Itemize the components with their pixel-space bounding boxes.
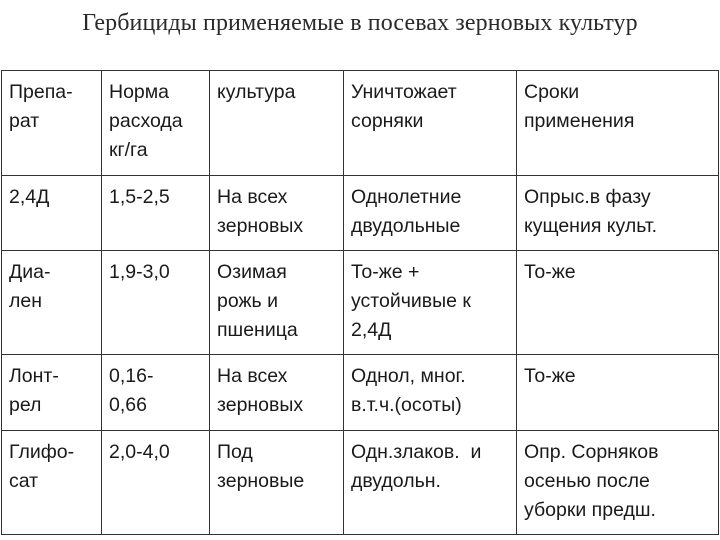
cell-timing: То-же bbox=[517, 355, 719, 431]
cell-rate: 1,5-2,5 bbox=[102, 176, 210, 251]
cell-preparation: 2,4Д bbox=[2, 176, 102, 251]
header-cell-crop: культура bbox=[210, 71, 344, 176]
cell-rate: 1,9-3,0 bbox=[102, 251, 210, 355]
header-cell-rate: Норма расхода кг/га bbox=[102, 71, 210, 176]
cell-crop: На всех зерновых bbox=[210, 355, 344, 431]
cell-timing: Опрыс.в фазу кущения культ. bbox=[517, 176, 719, 251]
cell-preparation: Лонт- рел bbox=[2, 355, 102, 431]
cell-timing: То-же bbox=[517, 251, 719, 355]
cell-rate: 0,16- 0,66 bbox=[102, 355, 210, 431]
cell-preparation: Диа- лен bbox=[2, 251, 102, 355]
table-header-row bbox=[2, 71, 719, 176]
table-row bbox=[2, 355, 719, 431]
header-cell-preparation: Препа- рат bbox=[2, 71, 102, 176]
table-row bbox=[2, 251, 719, 355]
cell-preparation: Глифо- сат bbox=[2, 431, 102, 535]
header-cell-timing: Сроки применения bbox=[517, 71, 719, 176]
header-cell-weeds: Уничтожает сорняки bbox=[344, 71, 517, 176]
cell-weeds: Однолетние двудольные bbox=[344, 176, 517, 251]
cell-timing: Опр. Сорняков осенью после уборки предш. bbox=[517, 431, 719, 535]
cell-crop: Озимая рожь и пшеница bbox=[210, 251, 344, 355]
cell-weeds: Одн.злаков. и двудольн. bbox=[344, 431, 517, 535]
herbicide-table bbox=[1, 70, 719, 535]
cell-crop: Под зерновые bbox=[210, 431, 344, 535]
table-row bbox=[2, 431, 719, 535]
cell-crop: На всех зерновых bbox=[210, 176, 344, 251]
cell-rate: 2,0-4,0 bbox=[102, 431, 210, 535]
cell-weeds: Однол, мног. в.т.ч.(осоты) bbox=[344, 355, 517, 431]
slide-title: Гербициды применяемые в посевах зерновых культур bbox=[82, 10, 638, 36]
table-row bbox=[2, 176, 719, 251]
cell-weeds: То-же + устойчивые к 2,4Д bbox=[344, 251, 517, 355]
